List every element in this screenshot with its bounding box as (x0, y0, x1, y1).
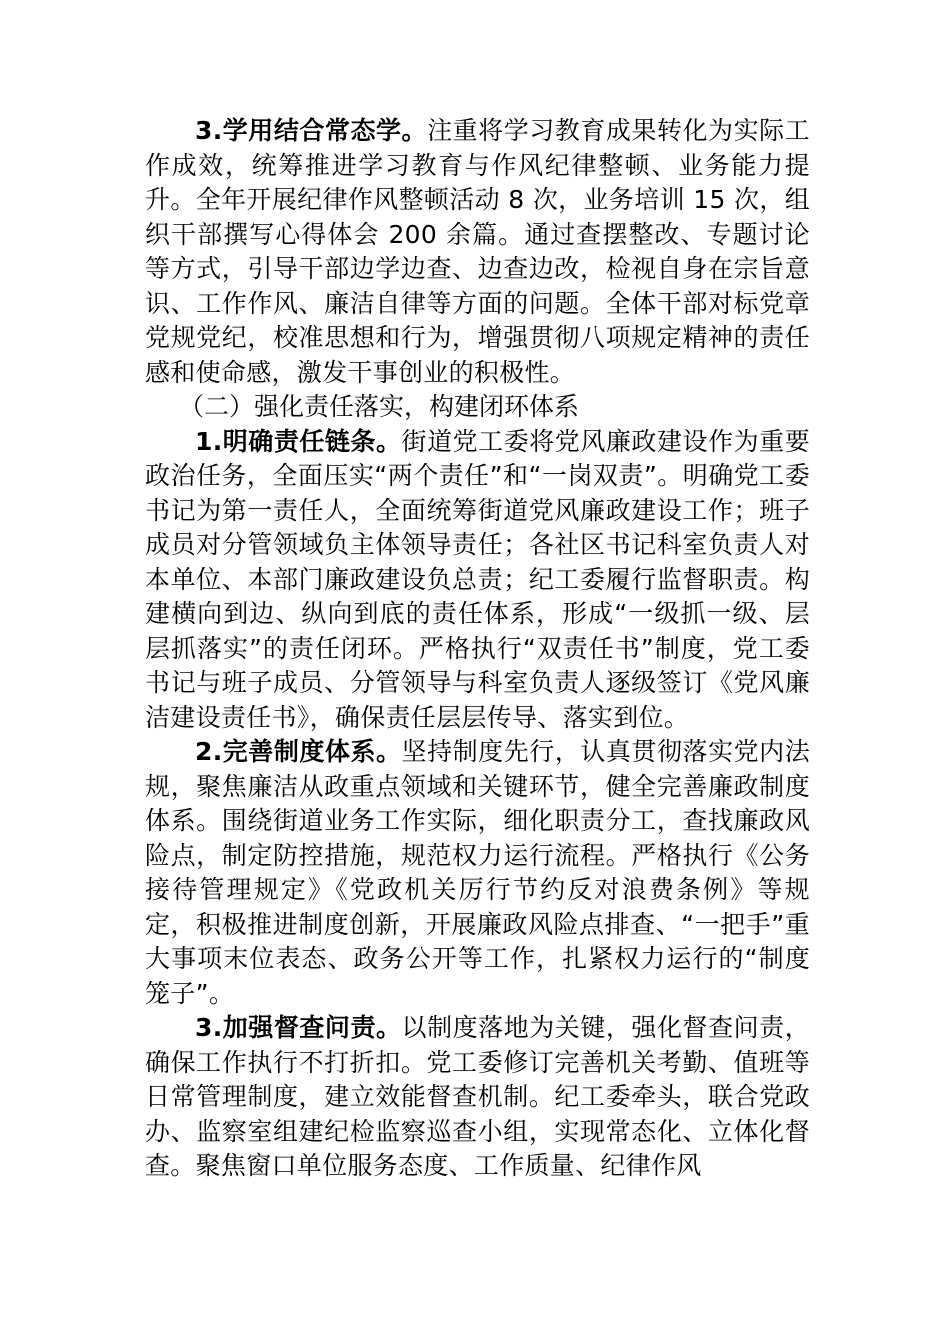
paragraph-lead: 3.学用结合常态学。 (195, 116, 428, 145)
paragraph-lead: 3.加强督查问责。 (195, 1013, 402, 1042)
paragraph-text: 以制度落地为关键，强化督查问责，确保工作执行不打折扣。党工委修订完善机关考勤、值班等日常管理制度，建立效能督查机制。纪工委牵头，联合党政办、监察室组建纪检监察巡查小组，实现常态化、立体化督查。聚焦窗口单位服务态度、工作质量、纪律作风 (145, 1013, 810, 1180)
paragraph-responsibility-chain (145, 425, 810, 736)
paragraph-text: 注重将学习教育成果转化为实际工作成效，统筹推进学习教育与作风纪律整顿、业务能力提升。全年开展纪律作风整顿活动 8 次，业务培训 15 次，组织干部撰写心得体会 200 余篇。通过查摆整改、专题讨论等方式，引导干部边学边查、边查边改，检视自身在宗旨意识、工作作风、廉洁自律等方面的问题。全体干部对标党章党规党纪，校准思想和行为，增强贯彻八项规定精神的责任感和使命感，激发干事创业的积极性。 (145, 116, 810, 387)
paragraph-text: 街道党工委将党风廉政建设作为重要政治任务，全面压实“两个责任”和“一岗双责”。明确党工委书记为第一责任人，全面统筹街道党风廉政建设工作；班子成员对分管领域负主体领导责任；各社区书记科室负责人对本单位、本部门廉政建设负总责；纪工委履行监督职责。构建横向到边、纵向到底的责任体系，形成“一级抓一级、层层抓落实”的责任闭环。严格执行“双责任书”制度，党工委书记与班子成员、分管领导与科室负责人逐级签订《党风廉洁建设责任书》，确保责任层层传导、落实到位。 (145, 426, 810, 732)
paragraph-lead: 1.明确责任链条。 (195, 426, 402, 456)
paragraph-supervision-accountability (145, 1011, 810, 1184)
paragraph-lead: 2.完善制度体系。 (195, 737, 402, 766)
paragraph-study-application (145, 114, 810, 390)
paragraph-text: 坚持制度先行，认真贯彻落实党内法规，聚焦廉洁从政重点领域和关键环节，健全完善廉政制度体系。围绕街道业务工作实际，细化职责分工，查找廉政风险点，制定防控措施，规范权力运行流程。严格执行《公务接待管理规定》《党政机关厉行节约反对浪费条例》等规定，积极推进制度创新，开展廉政风险点排查、“一把手”重大事项末位表态、政务公开等工作，扎紧权力运行的“制度笼子”。 (145, 737, 810, 1008)
document-page (145, 114, 810, 1184)
paragraph-institution-system (145, 735, 810, 1011)
section-heading: （二）强化责任落实，构建闭环体系 (179, 392, 580, 421)
